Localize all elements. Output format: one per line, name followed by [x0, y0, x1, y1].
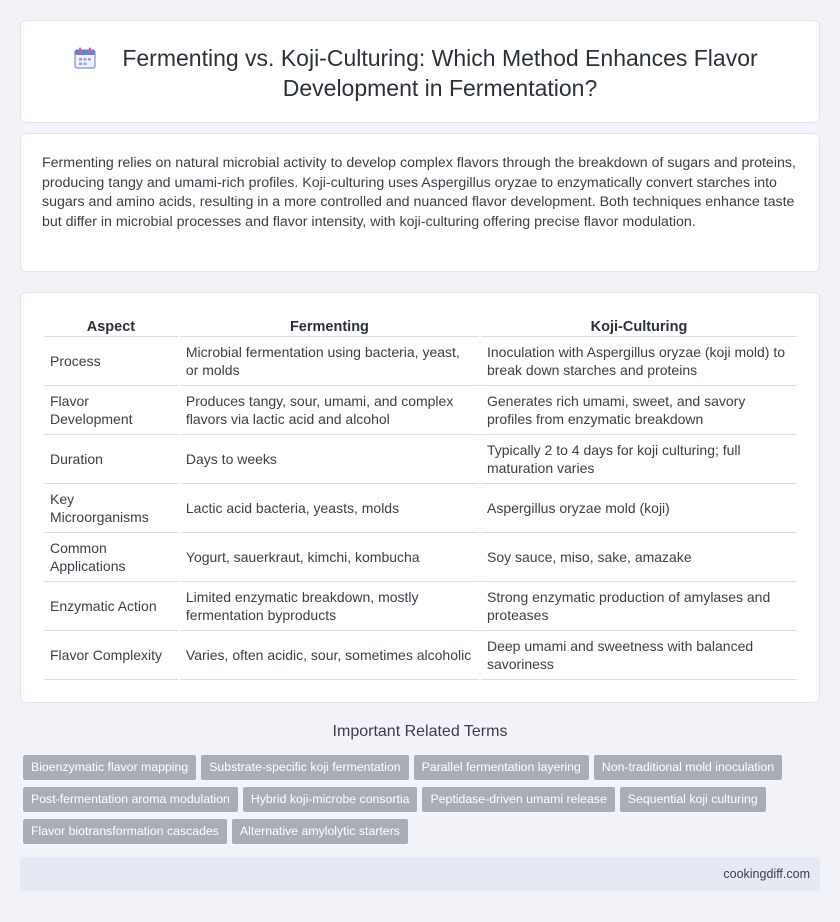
- aspect-cell: Key Microorganisms: [44, 484, 178, 533]
- fermenting-cell: Microbial fermentation using bacteria, yeast, or molds: [180, 337, 479, 386]
- koji-cell: Typically 2 to 4 days for koji culturing; full maturation varies: [481, 435, 797, 484]
- tag-row: [23, 787, 813, 819]
- fermenting-cell: Limited enzymatic breakdown, mostly fermentation byproducts: [180, 582, 479, 631]
- related-term-tag[interactable]: Hybrid koji-microbe consortia: [243, 787, 418, 812]
- related-term-tag[interactable]: Post-fermentation aroma modulation: [23, 787, 238, 812]
- comparison-card: [20, 292, 820, 703]
- related-terms-heading: Important Related Terms: [332, 723, 508, 740]
- title-card: [20, 20, 820, 123]
- related-terms-list: [23, 755, 813, 851]
- intro-paragraph: Fermenting relies on natural microbial activity to develop complex flavors through the breakdown of sugars and proteins, producing tangy and umami-rich profiles. Koji-culturing uses Aspergillus oryzae to enzymatically convert starches into sugars and amino acids, resulting in a more controlled and nuanced flavor development. Both techniques enhance taste but differ in microbial processes and flavor intensity, with koji-culturing offering precise flavor modulation.: [42, 155, 796, 230]
- table-row: [44, 533, 797, 582]
- related-term-tag[interactable]: Sequential koji culturing: [620, 787, 766, 812]
- table-row: [44, 386, 797, 435]
- aspect-cell: Process: [44, 337, 178, 386]
- header-aspect: Aspect: [44, 315, 178, 337]
- related-term-tag[interactable]: Alternative amylolytic starters: [232, 819, 408, 844]
- koji-cell: Generates rich umami, sweet, and savory profiles from enzymatic breakdown: [481, 386, 797, 435]
- table-row: [44, 631, 797, 680]
- table-row: [44, 484, 797, 533]
- table-row: [44, 435, 797, 484]
- aspect-cell: Duration: [44, 435, 178, 484]
- page-title: Fermenting vs. Koji-Culturing: Which Method Enhances Flavor Development in Fermentation?: [122, 45, 758, 101]
- table-header-row: [44, 315, 797, 337]
- koji-cell: Deep umami and sweetness with balanced savoriness: [481, 631, 797, 680]
- fermenting-cell: Lactic acid bacteria, yeasts, molds: [180, 484, 479, 533]
- header-fermenting: Fermenting: [180, 315, 479, 337]
- tag-row: [23, 755, 813, 787]
- intro-card: [20, 133, 820, 272]
- koji-cell: Strong enzymatic production of amylases and proteases: [481, 582, 797, 631]
- aspect-cell: Enzymatic Action: [44, 582, 178, 631]
- koji-cell: Soy sauce, miso, sake, amazake: [481, 533, 797, 582]
- aspect-cell: Flavor Development: [44, 386, 178, 435]
- footer-bar: [20, 857, 820, 891]
- table-row: [44, 337, 797, 386]
- aspect-cell: Common Applications: [44, 533, 178, 582]
- fermenting-cell: Produces tangy, sour, umami, and complex flavors via lactic acid and alcohol: [180, 386, 479, 435]
- aspect-cell: Flavor Complexity: [44, 631, 178, 680]
- header-koji-culturing: Koji-Culturing: [481, 315, 797, 337]
- fermenting-cell: Varies, often acidic, sour, sometimes alcoholic: [180, 631, 479, 680]
- koji-cell: Aspergillus oryzae mold (koji): [481, 484, 797, 533]
- fermenting-cell: Yogurt, sauerkraut, kimchi, kombucha: [180, 533, 479, 582]
- related-term-tag[interactable]: Substrate-specific koji fermentation: [201, 755, 408, 780]
- tag-row: [23, 819, 813, 851]
- related-term-tag[interactable]: Peptidase-driven umami release: [422, 787, 614, 812]
- related-term-tag[interactable]: Non-traditional mold inoculation: [594, 755, 782, 780]
- comparison-table: [42, 315, 799, 680]
- related-term-tag[interactable]: Parallel fermentation layering: [414, 755, 589, 780]
- fermenting-cell: Days to weeks: [180, 435, 479, 484]
- koji-cell: Inoculation with Aspergillus oryzae (koji mold) to break down starches and proteins: [481, 337, 797, 386]
- related-term-tag[interactable]: Flavor biotransformation cascades: [23, 819, 227, 844]
- footer-site-link[interactable]: cookingdiff.com: [723, 867, 810, 881]
- related-term-tag[interactable]: Bioenzymatic flavor mapping: [23, 755, 196, 780]
- table-row: [44, 582, 797, 631]
